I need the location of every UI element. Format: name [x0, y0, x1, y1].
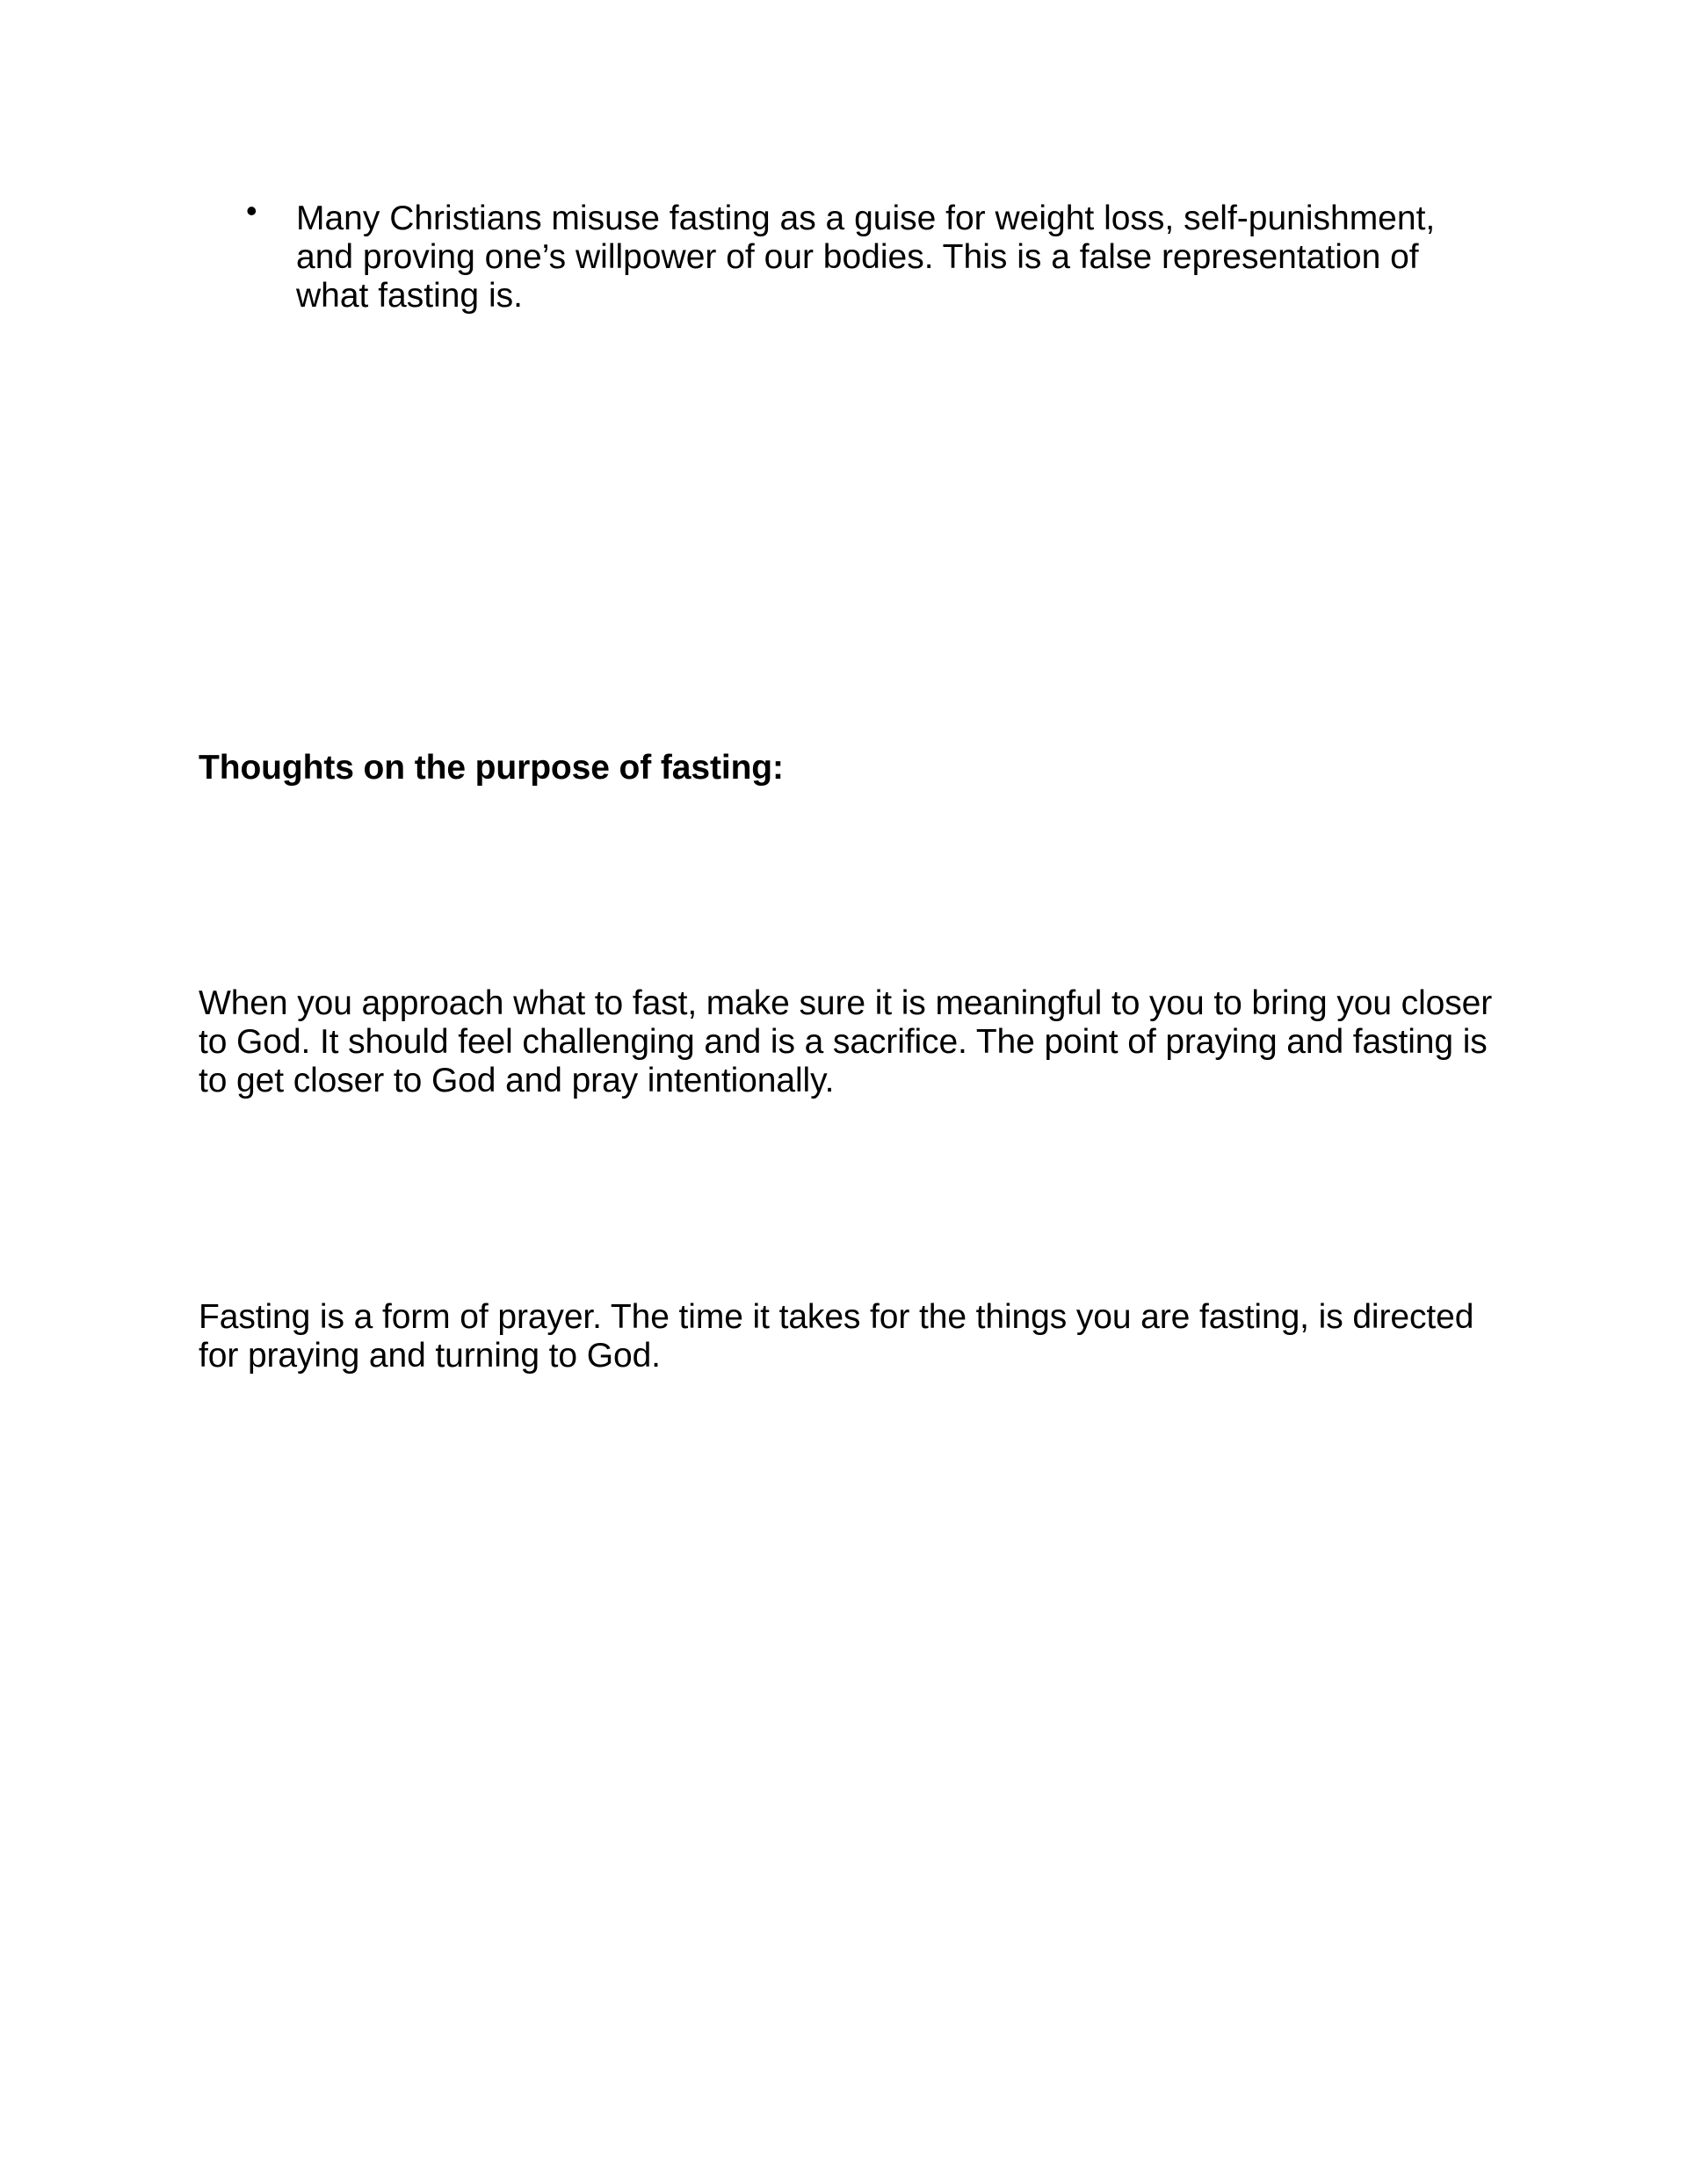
bullet-marker: • [246, 192, 257, 229]
paragraph-form-of-prayer: Fasting is a form of prayer. The time it takes for the things you are fasting, is directed for praying and turning to God. [199, 1298, 1474, 1375]
paragraph-approach: When you approach what to fast, make sure it is meaningful to you to bring you closer to God. It should feel challenging and is a sacrifice. The point of praying and fasting is to get closer to God and pray intentionally. [199, 984, 1493, 1099]
section-heading: Thoughts on the purpose of fasting: [199, 749, 784, 787]
bullet-text: Many Christians misuse fasting as a guise for weight loss, self-punishment, and proving one’s willpower of our bodies. This is a false representation of what fasting is. [296, 200, 1436, 315]
